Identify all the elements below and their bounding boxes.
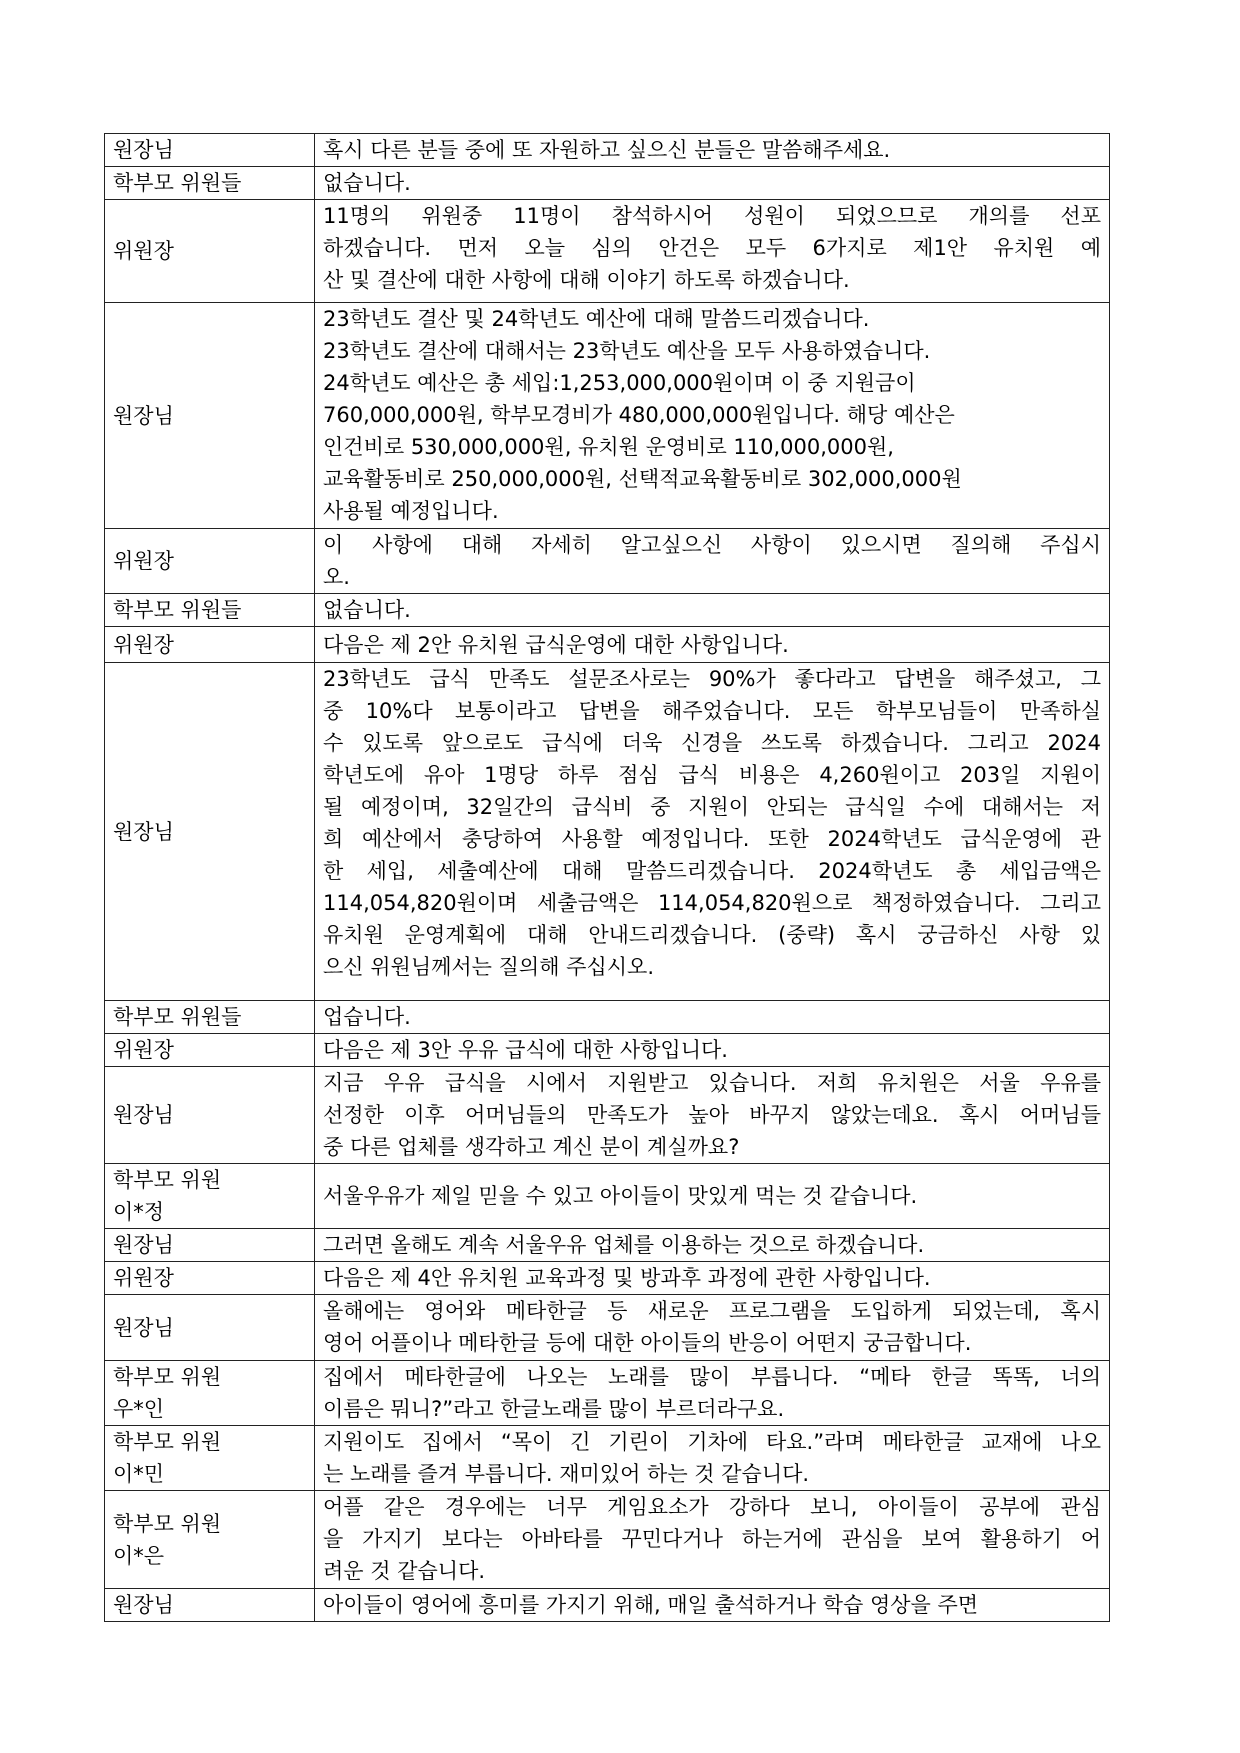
- statement-line: 는 노래를 즐겨 부릅니다. 재미있어 하는 것 같습니다.: [323, 1462, 810, 1486]
- speaker-cell: [105, 134, 315, 167]
- minutes-row: [105, 594, 1110, 627]
- statement-line: 산 및 결산에 대한 사항에 대해 이야기 하도록 하겠습니다.: [323, 268, 850, 292]
- speaker-cell: [105, 303, 315, 529]
- statement-cell: [315, 1426, 1110, 1491]
- speaker-line: 학부모 위원: [113, 1365, 222, 1389]
- statement-line: 지원이도 집에서 “목이 긴 기린이 기차에 타요.”라며 메타한글 교재에 나오: [323, 1430, 1101, 1454]
- speaker-cell: [105, 1229, 315, 1262]
- statement-cell: [315, 167, 1110, 200]
- speaker-cell: [105, 1491, 315, 1589]
- statement-line: 다음은 제 3안 우유 급식에 대한 사항입니다.: [323, 1038, 728, 1062]
- speaker-line: 원장님: [113, 1103, 174, 1127]
- speaker-line: 학부모 위원: [113, 1430, 222, 1454]
- statement-cell: [315, 1067, 1110, 1164]
- minutes-row: [105, 1589, 1110, 1622]
- statement-line: 없습니다.: [323, 598, 411, 622]
- minutes-row: [105, 1426, 1110, 1491]
- speaker-line: 위원장: [113, 549, 174, 573]
- speaker-line: 우*인: [113, 1397, 165, 1421]
- statement-cell: [315, 134, 1110, 167]
- statement-line: 올해에는 영어와 메타한글 등 새로운 프로그램을 도입하게 되었는데, 혹시: [323, 1299, 1101, 1323]
- minutes-row: [105, 1164, 1110, 1229]
- speaker-cell: [105, 1067, 315, 1164]
- speaker-cell: [105, 1361, 315, 1426]
- statement-line: 23학년도 결산에 대해서는 23학년도 예산을 모두 사용하였습니다.: [323, 339, 931, 363]
- minutes-row: [105, 167, 1110, 200]
- statement-cell: [315, 627, 1110, 663]
- minutes-row: [105, 1034, 1110, 1067]
- statement-line: 이 사항에 대해 자세히 알고싶으신 사항이 있으시면 질의해 주십시: [323, 533, 1101, 557]
- minutes-row: [105, 134, 1110, 167]
- statement-line: 24학년도 예산은 총 세입:1,253,000,000원이며 이 중 지원금이: [323, 371, 916, 395]
- speaker-line: 위원장: [113, 1266, 174, 1290]
- minutes-row: [105, 1361, 1110, 1426]
- speaker-cell: [105, 167, 315, 200]
- statement-line: 혹시 다른 분들 중에 또 자원하고 싶으신 분들은 말씀해주세요.: [323, 138, 891, 162]
- speaker-cell: [105, 1426, 315, 1491]
- speaker-cell: [105, 1034, 315, 1067]
- statement-line: 중 다른 업체를 생각하고 계신 분이 계실까요?: [323, 1135, 740, 1159]
- statement-line: 23학년도 결산 및 24학년도 예산에 대해 말씀드리겠습니다.: [323, 307, 870, 331]
- statement-cell: [315, 594, 1110, 627]
- speaker-cell: [105, 1589, 315, 1622]
- statement-line: 11명의 위원중 11명이 참석하시어 성원이 되었으므로 개의를 선포: [323, 204, 1101, 228]
- speaker-cell: [105, 1295, 315, 1361]
- statement-cell: [315, 529, 1110, 594]
- statement-line: 23학년도 급식 만족도 설문조사로는 90%가 좋다라고 답변을 해주셨고, 그: [323, 667, 1101, 691]
- minutes-row: [105, 529, 1110, 594]
- statement-line: 다음은 제 2안 유치원 급식운영에 대한 사항입니다.: [323, 632, 789, 657]
- statement-cell: [315, 200, 1110, 303]
- minutes-row: [105, 1229, 1110, 1262]
- statement-line: 사용될 예정입니다.: [323, 499, 499, 523]
- statement-cell: [315, 1589, 1110, 1622]
- statement-line: 760,000,000원, 학부모경비가 480,000,000원입니다. 해당 예산은: [323, 403, 955, 427]
- minutes-row: [105, 200, 1110, 303]
- statement-line: 수 있도록 앞으로도 급식에 더욱 신경을 쓰도록 하겠습니다. 그리고 2024: [323, 731, 1101, 755]
- minutes-table-body: [105, 134, 1110, 1622]
- speaker-line: 원장님: [113, 138, 174, 162]
- speaker-cell: [105, 627, 315, 663]
- statement-cell: [315, 1229, 1110, 1262]
- speaker-line: 학부모 위원들: [113, 171, 242, 195]
- statement-line: 을 가지기 보다는 아바타를 꾸민다거나 하는거에 관심을 보여 활용하기 어: [323, 1527, 1101, 1551]
- speaker-line: 위원장: [113, 1038, 174, 1062]
- statement-line: 될 예정이며, 32일간의 급식비 중 지원이 안되는 급식일 수에 대해서는 저: [323, 795, 1101, 819]
- statement-cell: [315, 1295, 1110, 1361]
- statement-cell: [315, 303, 1110, 529]
- statement-line: 114,054,820원이며 세출금액은 114,054,820원으로 책정하였습니다. 그리고: [323, 891, 1101, 915]
- speaker-line: 학부모 위원들: [113, 598, 242, 622]
- minutes-row: [105, 303, 1110, 529]
- statement-line: 오.: [323, 565, 350, 589]
- statement-line: 희 예산에서 충당하여 사용할 예정입니다. 또한 2024학년도 급식운영에 관: [323, 827, 1101, 851]
- speaker-line: 학부모 위원: [113, 1168, 222, 1192]
- speaker-line: 위원장: [113, 239, 174, 263]
- speaker-line: 이*민: [113, 1462, 165, 1486]
- speaker-line: 위원장: [113, 632, 174, 657]
- statement-line: 다음은 제 4안 유치원 교육과정 및 방과후 과정에 관한 사항입니다.: [323, 1266, 931, 1290]
- statement-line: 으신 위원님께서는 질의해 주십시오.: [323, 955, 654, 979]
- statement-cell: [315, 1001, 1110, 1034]
- speaker-line: 원장님: [113, 1233, 174, 1257]
- speaker-cell: [105, 1164, 315, 1229]
- statement-line: 학년도에 유아 1명당 하루 점심 급식 비용은 4,260원이고 203일 지원이: [323, 763, 1101, 787]
- speaker-line: 이*은: [113, 1543, 165, 1568]
- statement-line: 이름은 뭐니?”라고 한글노래를 많이 부르더라구요.: [323, 1397, 785, 1421]
- statement-line: 하겠습니다. 먼저 오늘 심의 안건은 모두 6가지로 제1안 유치원 예: [323, 236, 1101, 260]
- statement-line: 려운 것 같습니다.: [323, 1559, 486, 1583]
- minutes-row: [105, 663, 1110, 1001]
- statement-line: 교육활동비로 250,000,000원, 선택적교육활동비로 302,000,000원: [323, 467, 962, 491]
- statement-line: 서울우유가 제일 믿을 수 있고 아이들이 맛있게 먹는 것 같습니다.: [323, 1184, 918, 1208]
- statement-cell: [315, 663, 1110, 1001]
- speaker-line: 원장님: [113, 1315, 174, 1340]
- statement-line: 지금 우유 급식을 시에서 지원받고 있습니다. 저희 유치원은 서울 우유를: [323, 1071, 1101, 1095]
- statement-line: 선정한 이후 어머님들의 만족도가 높아 바꾸지 않았는데요. 혹시 어머님들: [323, 1103, 1101, 1127]
- meeting-minutes-table: [104, 133, 1110, 1622]
- statement-cell: [315, 1034, 1110, 1067]
- statement-line: 유치원 운영계획에 대해 안내드리겠습니다. (중략) 혹시 궁금하신 사항 있: [323, 923, 1101, 947]
- statement-line: 어플 같은 경우에는 너무 게임요소가 강하다 보니, 아이들이 공부에 관심: [323, 1495, 1101, 1519]
- statement-line: 그러면 올해도 계속 서울우유 업체를 이용하는 것으로 하겠습니다.: [323, 1233, 925, 1257]
- speaker-cell: [105, 1001, 315, 1034]
- statement-cell: [315, 1262, 1110, 1295]
- statement-line: 중 10%다 보통이라고 답변을 해주었습니다. 모든 학부모님들이 만족하실: [323, 699, 1101, 723]
- minutes-row: [105, 1067, 1110, 1164]
- minutes-row: [105, 1262, 1110, 1295]
- statement-line: 아이들이 영어에 흥미를 가지기 위해, 매일 출석하거나 학습 영상을 주면: [323, 1593, 979, 1617]
- minutes-row: [105, 1491, 1110, 1589]
- speaker-cell: [105, 663, 315, 1001]
- minutes-row: [105, 1295, 1110, 1361]
- statement-cell: [315, 1491, 1110, 1589]
- statement-line: 집에서 메타한글에 나오는 노래를 많이 부릅니다. “메타 한글 똑똑, 너의: [323, 1365, 1101, 1389]
- statement-line: 한 세입, 세출예산에 대해 말씀드리겠습니다. 2024학년도 총 세입금액은: [323, 859, 1101, 883]
- minutes-row: [105, 1001, 1110, 1034]
- speaker-cell: [105, 529, 315, 594]
- minutes-row: [105, 627, 1110, 663]
- statement-line: 인건비로 530,000,000원, 유치원 운영비로 110,000,000원,: [323, 435, 894, 459]
- speaker-line: 원장님: [113, 819, 174, 844]
- speaker-line: 원장님: [113, 1593, 174, 1617]
- statement-line: 영어 어플이나 메타한글 등에 대한 아이들의 반응이 어떤지 궁금합니다.: [323, 1331, 972, 1355]
- speaker-cell: [105, 1262, 315, 1295]
- statement-cell: [315, 1164, 1110, 1229]
- speaker-line: 학부모 위원: [113, 1511, 222, 1536]
- speaker-line: 이*정: [113, 1200, 165, 1224]
- speaker-cell: [105, 594, 315, 627]
- speaker-line: 학부모 위원들: [113, 1005, 242, 1029]
- statement-line: 업습니다.: [323, 1005, 411, 1029]
- speaker-line: 원장님: [113, 403, 174, 428]
- statement-cell: [315, 1361, 1110, 1426]
- statement-line: 없습니다.: [323, 171, 411, 195]
- speaker-cell: [105, 200, 315, 303]
